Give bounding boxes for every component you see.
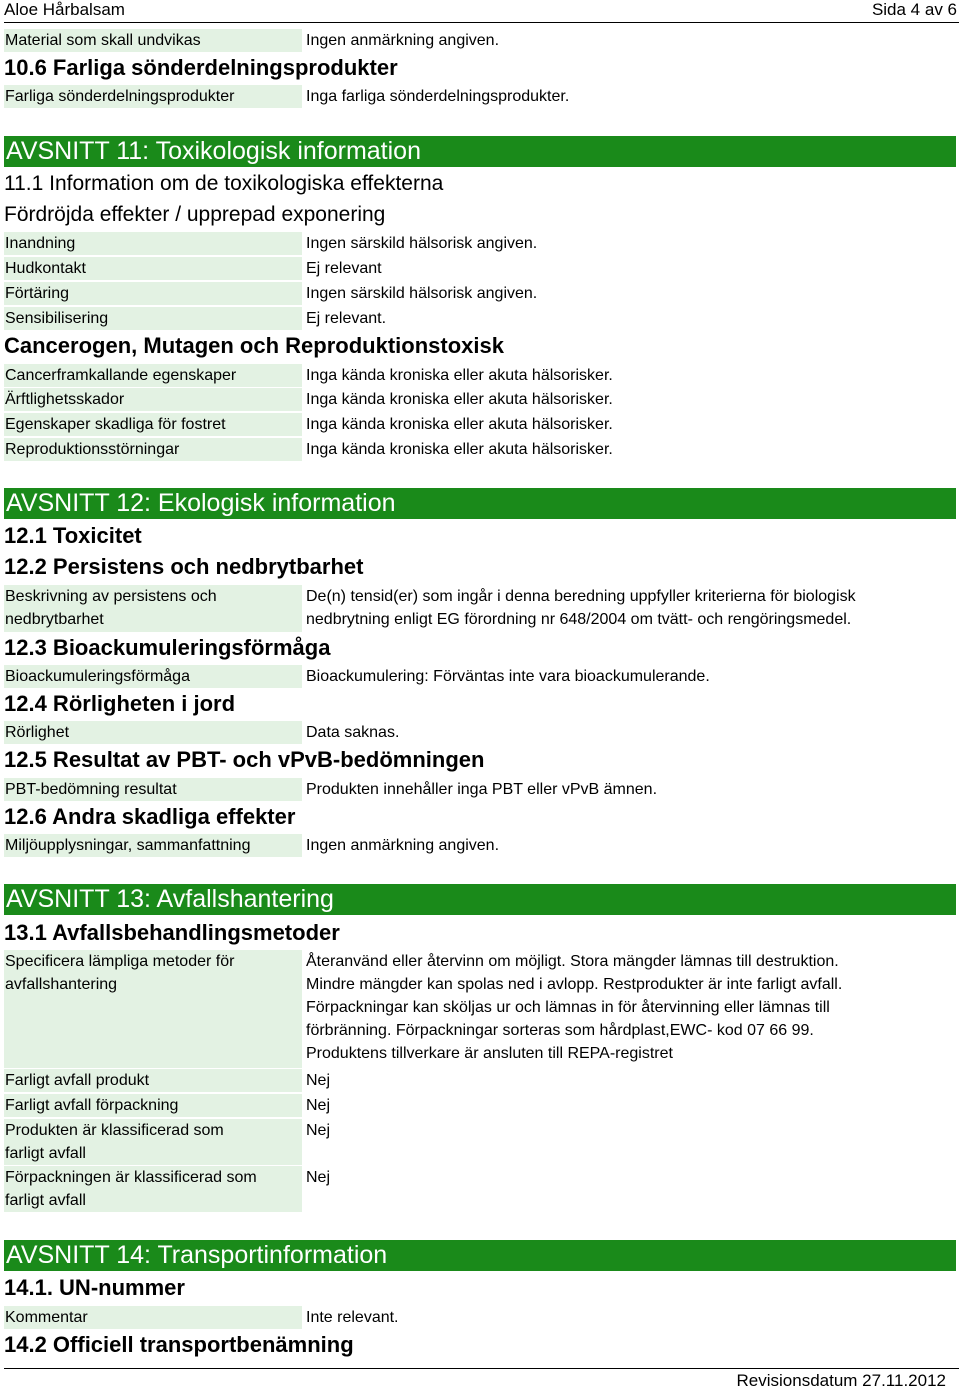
row-label: Inandning xyxy=(4,232,302,255)
row-value: Ej relevant xyxy=(306,260,382,277)
row-value: Produkten innehåller inga PBT eller vPvB ämnen. xyxy=(306,781,658,798)
row-label-line: nedbrytbarhet xyxy=(5,611,104,628)
row-value: Ingen anmärkning angiven. xyxy=(306,837,500,854)
product-title: Aloe Hårbalsam xyxy=(4,0,125,19)
row-value: Data saknas. xyxy=(306,724,400,741)
row-label: Kommentar xyxy=(4,1306,302,1329)
page-number: Sida 4 av 6 xyxy=(871,0,957,19)
footer-rule xyxy=(4,1368,959,1369)
info-row xyxy=(4,232,959,255)
subsection-heading: 12.1 Toxicitet xyxy=(4,523,142,548)
row-value: Inga kända kroniska eller akuta hälsorisker. xyxy=(306,367,613,384)
row-value-line: Mindre mängder kan spolas ned i avlopp. Restprodukter är inte farligt avfall. xyxy=(306,976,843,993)
row-value: Nej xyxy=(306,1097,331,1114)
info-row xyxy=(4,834,959,857)
row-label: Miljöupplysningar, sammanfattning xyxy=(4,834,302,857)
info-row xyxy=(4,438,959,461)
row-value: Inte relevant. xyxy=(306,1309,399,1326)
info-row xyxy=(4,585,959,632)
row-label: Förtäring xyxy=(4,282,302,305)
row-value: Bioackumulering: Förväntas inte vara bioackumulerande. xyxy=(306,668,710,685)
row-label xyxy=(4,1119,302,1165)
row-value: Ej relevant. xyxy=(306,310,387,327)
info-row xyxy=(4,950,959,1068)
info-row xyxy=(4,1094,959,1117)
row-label: Cancerframkallande egenskaper xyxy=(4,364,302,387)
section-banner: AVSNITT 12: Ekologisk information xyxy=(4,488,956,519)
row-value: Inga kända kroniska eller akuta hälsorisker. xyxy=(306,416,613,433)
info-row xyxy=(4,413,959,436)
row-label: Sensibilisering xyxy=(4,307,302,330)
row-label xyxy=(4,950,302,1068)
row-label-line: avfallshantering xyxy=(5,976,118,993)
row-value-line: Produktens tillverkare är ansluten till REPA-registret xyxy=(306,1045,673,1062)
subsection-heading: 10.6 Farliga sönderdelningsprodukter xyxy=(4,55,398,80)
row-value: Ingen särskild hälsorisk angiven. xyxy=(306,285,538,302)
info-row xyxy=(4,364,959,387)
row-label: Farligt avfall förpackning xyxy=(4,1094,302,1117)
section-banner: AVSNITT 14: Transportinformation xyxy=(4,1240,956,1271)
subsection-heading: Fördröjda effekter / upprepad exponering xyxy=(4,203,386,226)
subsection-heading: 12.6 Andra skadliga effekter xyxy=(4,804,296,829)
row-value-line: nedbrytning enligt EG förordning nr 648/2004 om tvätt- och rengöringsmedel. xyxy=(306,611,852,628)
subsection-heading: 11.1 Information om de toxikologiska effekterna xyxy=(4,172,444,195)
row-value-line: De(n) tensid(er) som ingår i denna beredning uppfyller kriterierna för biologisk xyxy=(306,588,856,605)
subsection-heading: Cancerogen, Mutagen och Reproduktionstoxisk xyxy=(4,333,504,358)
row-value: Inga kända kroniska eller akuta hälsorisker. xyxy=(306,391,613,408)
row-value: Ingen anmärkning angiven. xyxy=(306,32,500,49)
row-value-line: förbränning. Förpackningar sorteras som hårdplast,EWC- kod 07 66 99. xyxy=(306,1022,814,1039)
row-value: Inga kända kroniska eller akuta hälsorisker. xyxy=(306,441,613,458)
row-label xyxy=(4,585,302,632)
info-row xyxy=(4,1306,959,1329)
row-label xyxy=(4,1166,302,1212)
row-value: Nej xyxy=(306,1072,331,1089)
subsection-heading: 13.1 Avfallsbehandlingsmetoder xyxy=(4,920,340,945)
subsection-heading: 14.1. UN-nummer xyxy=(4,1275,185,1300)
row-label: Rörlighet xyxy=(4,721,302,744)
row-label-line: Förpackningen är klassificerad som xyxy=(5,1169,257,1186)
subsection-heading: 12.3 Bioackumuleringsförmåga xyxy=(4,635,331,660)
info-row xyxy=(4,388,959,411)
subsection-heading: 12.5 Resultat av PBT- och vPvB-bedömningen xyxy=(4,747,485,772)
row-label: Hudkontakt xyxy=(4,257,302,280)
info-row xyxy=(4,1119,959,1165)
header-rule xyxy=(4,22,959,23)
row-value xyxy=(306,585,956,631)
info-row xyxy=(4,1069,959,1092)
section-banner: AVSNITT 13: Avfallshantering xyxy=(4,884,956,915)
info-row xyxy=(4,1166,959,1212)
info-row xyxy=(4,85,959,108)
row-label: Bioackumuleringsförmåga xyxy=(4,665,302,688)
info-row xyxy=(4,29,959,52)
info-row xyxy=(4,257,959,280)
row-label: Egenskaper skadliga för fostret xyxy=(4,413,302,436)
row-label-line: Produkten är klassificerad som xyxy=(5,1122,224,1139)
row-value: Nej xyxy=(306,1122,331,1139)
section-banner: AVSNITT 11: Toxikologisk information xyxy=(4,136,956,167)
subsection-heading: 12.2 Persistens och nedbrytbarhet xyxy=(4,554,364,579)
row-label: Material som skall undvikas xyxy=(4,29,302,52)
row-label: PBT-bedömning resultat xyxy=(4,778,302,801)
row-value: Nej xyxy=(306,1169,331,1186)
revision-date: Revisionsdatum 27.11.2012 xyxy=(736,1371,946,1390)
row-value-line: Återanvänd eller återvinn om möjligt. Stora mängder lämnas till destruktion. xyxy=(306,953,839,970)
row-value xyxy=(306,950,956,1065)
row-label: Farligt avfall produkt xyxy=(4,1069,302,1092)
info-row xyxy=(4,307,959,330)
info-row xyxy=(4,721,959,744)
row-value: Ingen särskild hälsorisk angiven. xyxy=(306,235,538,252)
row-label-line: farligt avfall xyxy=(5,1145,86,1162)
info-row xyxy=(4,665,959,688)
subsection-heading: 14.2 Officiell transportbenämning xyxy=(4,1332,354,1357)
row-value-line: Förpackningar kan sköljas ur och lämnas in för återvinning eller lämnas till xyxy=(306,999,830,1016)
row-label-line: farligt avfall xyxy=(5,1192,86,1209)
row-label: Ärftlighetsskador xyxy=(4,388,302,411)
subsection-heading: 12.4 Rörligheten i jord xyxy=(4,691,236,716)
row-label: Farliga sönderdelningsprodukter xyxy=(4,85,302,108)
row-label: Reproduktionsstörningar xyxy=(4,438,302,461)
page-header xyxy=(4,0,959,22)
row-label-line: Beskrivning av persistens och xyxy=(5,588,217,605)
info-row xyxy=(4,778,959,801)
row-label-line: Specificera lämpliga metoder för xyxy=(5,953,235,970)
info-row xyxy=(4,282,959,305)
row-value: Inga farliga sönderdelningsprodukter. xyxy=(306,88,570,105)
